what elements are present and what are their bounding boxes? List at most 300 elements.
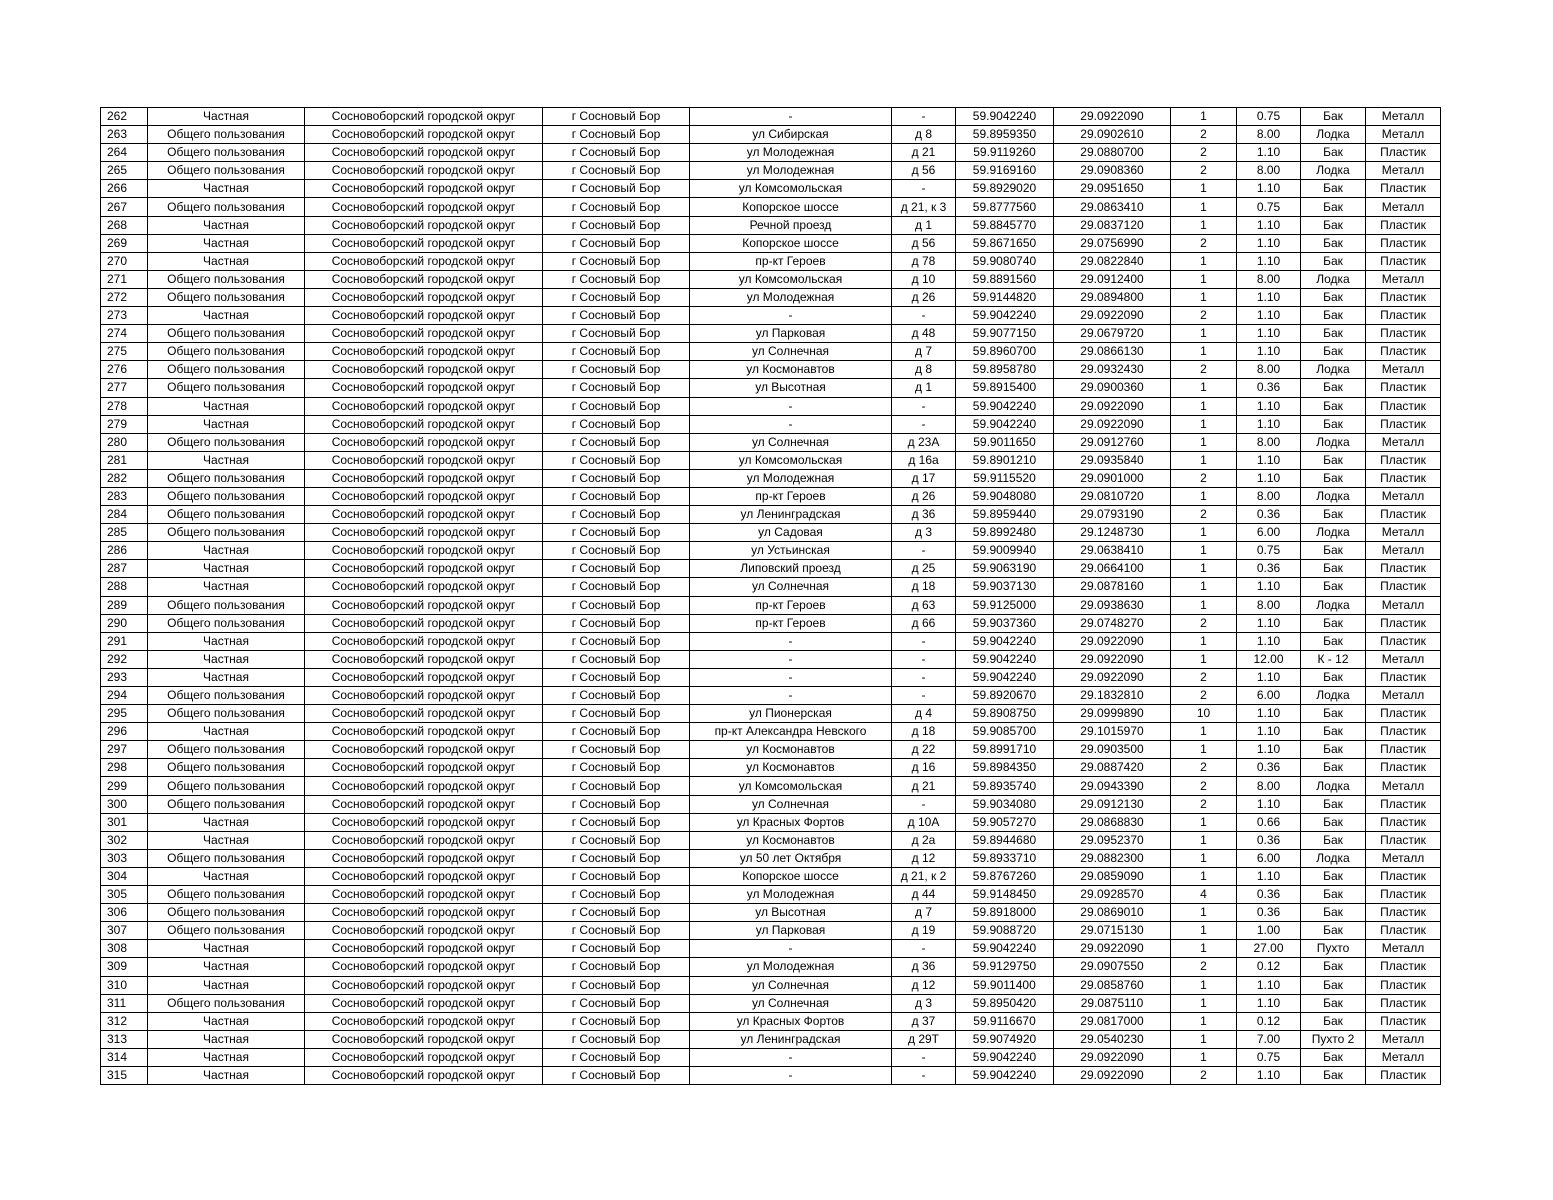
cell-row-number: 304 <box>101 867 148 885</box>
cell-container-count: 1 <box>1171 325 1237 343</box>
cell-street: ул Солнечная <box>690 795 892 813</box>
cell-ownership: Общего пользования <box>148 759 305 777</box>
cell-container-type: Бак <box>1301 922 1366 940</box>
cell-row-number: 311 <box>101 994 148 1012</box>
cell-row-number: 312 <box>101 1012 148 1030</box>
cell-house: д 17 <box>892 469 956 487</box>
cell-latitude: 59.8929020 <box>956 180 1054 198</box>
table-row <box>101 777 1441 795</box>
table-row <box>101 578 1441 596</box>
cell-container-count: 1 <box>1171 542 1237 560</box>
cell-house: д 22 <box>892 741 956 759</box>
cell-house: д 21, к 2 <box>892 867 956 885</box>
cell-container-type: Бак <box>1301 108 1366 126</box>
cell-longitude: 29.0928570 <box>1054 886 1171 904</box>
cell-row-number: 275 <box>101 343 148 361</box>
table-row <box>101 487 1441 505</box>
cell-material: Металл <box>1366 126 1441 144</box>
cell-row-number: 309 <box>101 958 148 976</box>
table-row <box>101 397 1441 415</box>
cell-row-number: 310 <box>101 976 148 994</box>
cell-ownership: Частная <box>148 307 305 325</box>
cell-container-type: Пухто <box>1301 940 1366 958</box>
cell-district: Сосновоборский городской округ <box>305 343 543 361</box>
cell-house: д 29Т <box>892 1030 956 1048</box>
cell-volume: 1.10 <box>1237 795 1301 813</box>
cell-row-number: 302 <box>101 831 148 849</box>
cell-material: Пластик <box>1366 234 1441 252</box>
table-row <box>101 922 1441 940</box>
cell-material: Металл <box>1366 650 1441 668</box>
cell-ownership: Общего пользования <box>148 904 305 922</box>
cell-ownership: Частная <box>148 1066 305 1084</box>
table-row <box>101 687 1441 705</box>
cell-container-count: 1 <box>1171 252 1237 270</box>
cell-material: Пластик <box>1366 614 1441 632</box>
table-row <box>101 886 1441 904</box>
table-row <box>101 307 1441 325</box>
cell-ownership: Частная <box>148 108 305 126</box>
cell-longitude: 29.0912400 <box>1054 270 1171 288</box>
cell-material: Пластик <box>1366 506 1441 524</box>
cell-district: Сосновоборский городской округ <box>305 632 543 650</box>
cell-house: д 16а <box>892 451 956 469</box>
cell-house: - <box>892 307 956 325</box>
cell-house: д 21, к 3 <box>892 198 956 216</box>
cell-container-type: Бак <box>1301 958 1366 976</box>
cell-street: ул Парковая <box>690 325 892 343</box>
cell-district: Сосновоборский городской округ <box>305 506 543 524</box>
cell-material: Пластик <box>1366 1066 1441 1084</box>
cell-volume: 8.00 <box>1237 777 1301 795</box>
cell-ownership: Частная <box>148 813 305 831</box>
cell-longitude: 29.0863410 <box>1054 198 1171 216</box>
cell-row-number: 262 <box>101 108 148 126</box>
cell-latitude: 59.9169160 <box>956 162 1054 180</box>
cell-street: - <box>690 632 892 650</box>
cell-longitude: 29.0859090 <box>1054 867 1171 885</box>
cell-longitude: 29.0875110 <box>1054 994 1171 1012</box>
cell-volume: 1.10 <box>1237 252 1301 270</box>
cell-volume: 1.10 <box>1237 288 1301 306</box>
table-row <box>101 614 1441 632</box>
cell-house: д 3 <box>892 524 956 542</box>
cell-street: ул Ленинградская <box>690 506 892 524</box>
cell-city: г Сосновый Бор <box>543 234 690 252</box>
cell-house: д 26 <box>892 487 956 505</box>
cell-district: Сосновоборский городской округ <box>305 397 543 415</box>
cell-district: Сосновоборский городской округ <box>305 687 543 705</box>
cell-street: - <box>690 397 892 415</box>
cell-material: Металл <box>1366 777 1441 795</box>
cell-city: г Сосновый Бор <box>543 705 690 723</box>
cell-latitude: 59.9011650 <box>956 433 1054 451</box>
cell-city: г Сосновый Бор <box>543 198 690 216</box>
cell-house: - <box>892 542 956 560</box>
cell-longitude: 29.0932430 <box>1054 361 1171 379</box>
cell-material: Пластик <box>1366 976 1441 994</box>
cell-ownership: Общего пользования <box>148 379 305 397</box>
cell-city: г Сосновый Бор <box>543 433 690 451</box>
document-page <box>100 107 1441 1085</box>
cell-house: д 12 <box>892 976 956 994</box>
cell-volume: 1.10 <box>1237 578 1301 596</box>
table-row <box>101 126 1441 144</box>
cell-material: Пластик <box>1366 307 1441 325</box>
cell-volume: 1.10 <box>1237 867 1301 885</box>
table-row <box>101 723 1441 741</box>
cell-row-number: 308 <box>101 940 148 958</box>
table-row <box>101 524 1441 542</box>
cell-container-type: Бак <box>1301 705 1366 723</box>
table-row <box>101 451 1441 469</box>
cell-street: ул Молодежная <box>690 162 892 180</box>
cell-container-type: Бак <box>1301 325 1366 343</box>
cell-city: г Сосновый Бор <box>543 270 690 288</box>
cell-city: г Сосновый Бор <box>543 361 690 379</box>
cell-street: ул Красных Фортов <box>690 813 892 831</box>
cell-house: - <box>892 108 956 126</box>
cell-longitude: 29.0679720 <box>1054 325 1171 343</box>
table-row <box>101 216 1441 234</box>
cell-row-number: 301 <box>101 813 148 831</box>
table-row <box>101 1048 1441 1066</box>
cell-street: ул Устьинская <box>690 542 892 560</box>
cell-volume: 1.10 <box>1237 741 1301 759</box>
cell-longitude: 29.0922090 <box>1054 108 1171 126</box>
cell-city: г Сосновый Бор <box>543 451 690 469</box>
cell-longitude: 29.0922090 <box>1054 307 1171 325</box>
cell-street: Копорское шоссе <box>690 234 892 252</box>
cell-longitude: 29.0922090 <box>1054 1066 1171 1084</box>
cell-container-count: 2 <box>1171 1066 1237 1084</box>
cell-material: Металл <box>1366 1030 1441 1048</box>
cell-container-count: 2 <box>1171 234 1237 252</box>
cell-material: Металл <box>1366 108 1441 126</box>
cell-material: Пластик <box>1366 1012 1441 1030</box>
cell-ownership: Частная <box>148 1048 305 1066</box>
cell-container-type: Бак <box>1301 506 1366 524</box>
cell-longitude: 29.0922090 <box>1054 632 1171 650</box>
cell-city: г Сосновый Бор <box>543 741 690 759</box>
cell-city: г Сосновый Бор <box>543 777 690 795</box>
cell-street: - <box>690 415 892 433</box>
cell-volume: 8.00 <box>1237 270 1301 288</box>
cell-ownership: Частная <box>148 1012 305 1030</box>
cell-longitude: 29.0882300 <box>1054 849 1171 867</box>
cell-row-number: 298 <box>101 759 148 777</box>
cell-latitude: 59.8845770 <box>956 216 1054 234</box>
cell-longitude: 29.0817000 <box>1054 1012 1171 1030</box>
cell-city: г Сосновый Бор <box>543 904 690 922</box>
cell-ownership: Общего пользования <box>148 198 305 216</box>
cell-container-type: Бак <box>1301 1012 1366 1030</box>
cell-row-number: 288 <box>101 578 148 596</box>
cell-container-count: 1 <box>1171 1030 1237 1048</box>
cell-house: - <box>892 940 956 958</box>
cell-house: д 16 <box>892 759 956 777</box>
cell-district: Сосновоборский городской округ <box>305 180 543 198</box>
table-row <box>101 1030 1441 1048</box>
table-row <box>101 831 1441 849</box>
cell-house: д 18 <box>892 723 956 741</box>
cell-ownership: Общего пользования <box>148 524 305 542</box>
cell-container-type: Бак <box>1301 469 1366 487</box>
cell-row-number: 297 <box>101 741 148 759</box>
cell-district: Сосновоборский городской округ <box>305 1030 543 1048</box>
cell-latitude: 59.9085700 <box>956 723 1054 741</box>
cell-latitude: 59.9144820 <box>956 288 1054 306</box>
cell-district: Сосновоборский городской округ <box>305 940 543 958</box>
cell-volume: 1.10 <box>1237 469 1301 487</box>
cell-latitude: 59.9080740 <box>956 252 1054 270</box>
cell-volume: 8.00 <box>1237 126 1301 144</box>
cell-ownership: Частная <box>148 451 305 469</box>
cell-volume: 1.10 <box>1237 343 1301 361</box>
cell-ownership: Общего пользования <box>148 886 305 904</box>
cell-district: Сосновоборский городской округ <box>305 886 543 904</box>
cell-city: г Сосновый Бор <box>543 1066 690 1084</box>
cell-latitude: 59.8767260 <box>956 867 1054 885</box>
cell-house: - <box>892 1048 956 1066</box>
cell-row-number: 287 <box>101 560 148 578</box>
cell-row-number: 292 <box>101 650 148 668</box>
cell-ownership: Частная <box>148 668 305 686</box>
cell-row-number: 286 <box>101 542 148 560</box>
cell-container-type: Бак <box>1301 216 1366 234</box>
cell-house: д 23А <box>892 433 956 451</box>
cell-district: Сосновоборский городской округ <box>305 849 543 867</box>
cell-district: Сосновоборский городской округ <box>305 270 543 288</box>
cell-material: Пластик <box>1366 904 1441 922</box>
cell-row-number: 307 <box>101 922 148 940</box>
cell-ownership: Общего пользования <box>148 433 305 451</box>
cell-city: г Сосновый Бор <box>543 1012 690 1030</box>
cell-row-number: 278 <box>101 397 148 415</box>
cell-city: г Сосновый Бор <box>543 379 690 397</box>
cell-container-count: 2 <box>1171 506 1237 524</box>
cell-street: ул Космонавтов <box>690 759 892 777</box>
cell-container-count: 2 <box>1171 759 1237 777</box>
cell-volume: 1.10 <box>1237 216 1301 234</box>
cell-row-number: 273 <box>101 307 148 325</box>
cell-container-count: 1 <box>1171 216 1237 234</box>
cell-volume: 1.10 <box>1237 994 1301 1012</box>
cell-street: ул Солнечная <box>690 433 892 451</box>
cell-container-count: 1 <box>1171 1012 1237 1030</box>
cell-district: Сосновоборский городской округ <box>305 668 543 686</box>
cell-container-count: 2 <box>1171 144 1237 162</box>
cell-container-count: 1 <box>1171 849 1237 867</box>
cell-district: Сосновоборский городской округ <box>305 325 543 343</box>
table-row <box>101 108 1441 126</box>
cell-row-number: 268 <box>101 216 148 234</box>
cell-material: Металл <box>1366 849 1441 867</box>
cell-ownership: Частная <box>148 632 305 650</box>
table-row <box>101 325 1441 343</box>
cell-container-type: Бак <box>1301 180 1366 198</box>
cell-container-count: 1 <box>1171 270 1237 288</box>
cell-street: ул Солнечная <box>690 343 892 361</box>
cell-street: Копорское шоссе <box>690 198 892 216</box>
cell-street: ул Космонавтов <box>690 741 892 759</box>
cell-longitude: 29.0935840 <box>1054 451 1171 469</box>
cell-district: Сосновоборский городской округ <box>305 307 543 325</box>
cell-latitude: 59.9074920 <box>956 1030 1054 1048</box>
cell-longitude: 29.0900360 <box>1054 379 1171 397</box>
cell-district: Сосновоборский городской округ <box>305 379 543 397</box>
cell-district: Сосновоборский городской округ <box>305 451 543 469</box>
cell-container-type: Бак <box>1301 632 1366 650</box>
cell-row-number: 264 <box>101 144 148 162</box>
cell-container-count: 1 <box>1171 180 1237 198</box>
cell-row-number: 267 <box>101 198 148 216</box>
cell-house: д 56 <box>892 234 956 252</box>
cell-ownership: Частная <box>148 397 305 415</box>
cell-house: - <box>892 180 956 198</box>
cell-container-type: Бак <box>1301 379 1366 397</box>
cell-volume: 27.00 <box>1237 940 1301 958</box>
cell-longitude: 29.0880700 <box>1054 144 1171 162</box>
cell-longitude: 29.0912130 <box>1054 795 1171 813</box>
cell-material: Пластик <box>1366 560 1441 578</box>
cell-row-number: 315 <box>101 1066 148 1084</box>
cell-material: Пластик <box>1366 994 1441 1012</box>
cell-volume: 0.36 <box>1237 831 1301 849</box>
cell-house: д 7 <box>892 904 956 922</box>
cell-container-count: 1 <box>1171 976 1237 994</box>
cell-longitude: 29.0715130 <box>1054 922 1171 940</box>
cell-latitude: 59.8984350 <box>956 759 1054 777</box>
cell-row-number: 303 <box>101 849 148 867</box>
cell-longitude: 29.0938630 <box>1054 596 1171 614</box>
cell-row-number: 276 <box>101 361 148 379</box>
cell-row-number: 313 <box>101 1030 148 1048</box>
cell-district: Сосновоборский городской округ <box>305 813 543 831</box>
cell-container-count: 1 <box>1171 1048 1237 1066</box>
cell-row-number: 270 <box>101 252 148 270</box>
cell-container-count: 1 <box>1171 524 1237 542</box>
cell-container-type: Бак <box>1301 560 1366 578</box>
cell-ownership: Частная <box>148 723 305 741</box>
cell-volume: 8.00 <box>1237 433 1301 451</box>
cell-latitude: 59.9148450 <box>956 886 1054 904</box>
cell-latitude: 59.9048080 <box>956 487 1054 505</box>
cell-district: Сосновоборский городской округ <box>305 795 543 813</box>
cell-volume: 1.10 <box>1237 307 1301 325</box>
cell-container-count: 1 <box>1171 343 1237 361</box>
cell-material: Металл <box>1366 270 1441 288</box>
cell-district: Сосновоборский городской округ <box>305 741 543 759</box>
cell-volume: 1.10 <box>1237 723 1301 741</box>
cell-container-type: Бак <box>1301 198 1366 216</box>
cell-row-number: 280 <box>101 433 148 451</box>
cell-row-number: 296 <box>101 723 148 741</box>
cell-house: д 10А <box>892 813 956 831</box>
cell-container-count: 10 <box>1171 705 1237 723</box>
cell-material: Пластик <box>1366 252 1441 270</box>
table-row <box>101 1012 1441 1030</box>
cell-container-type: К - 12 <box>1301 650 1366 668</box>
table-row <box>101 849 1441 867</box>
cell-row-number: 263 <box>101 126 148 144</box>
cell-ownership: Частная <box>148 234 305 252</box>
cell-container-type: Лодка <box>1301 126 1366 144</box>
cell-material: Пластик <box>1366 632 1441 650</box>
cell-container-type: Бак <box>1301 813 1366 831</box>
cell-container-count: 2 <box>1171 795 1237 813</box>
cell-volume: 0.36 <box>1237 379 1301 397</box>
cell-house: - <box>892 1066 956 1084</box>
cell-latitude: 59.9119260 <box>956 144 1054 162</box>
cell-container-type: Бак <box>1301 614 1366 632</box>
cell-longitude: 29.0922090 <box>1054 940 1171 958</box>
cell-container-type: Бак <box>1301 867 1366 885</box>
cell-material: Пластик <box>1366 216 1441 234</box>
cell-street: ул Высотная <box>690 379 892 397</box>
cell-volume: 1.10 <box>1237 1066 1301 1084</box>
cell-latitude: 59.9042240 <box>956 650 1054 668</box>
cell-district: Сосновоборский городской округ <box>305 723 543 741</box>
cell-container-type: Лодка <box>1301 596 1366 614</box>
cell-material: Пластик <box>1366 451 1441 469</box>
cell-longitude: 29.0869010 <box>1054 904 1171 922</box>
cell-volume: 0.75 <box>1237 108 1301 126</box>
cell-row-number: 279 <box>101 415 148 433</box>
cell-city: г Сосновый Бор <box>543 632 690 650</box>
cell-volume: 1.10 <box>1237 144 1301 162</box>
cell-row-number: 290 <box>101 614 148 632</box>
cell-material: Пластик <box>1366 343 1441 361</box>
cell-house: д 37 <box>892 1012 956 1030</box>
cell-container-type: Лодка <box>1301 270 1366 288</box>
cell-latitude: 59.8918000 <box>956 904 1054 922</box>
table-row <box>101 433 1441 451</box>
cell-container-count: 1 <box>1171 904 1237 922</box>
cell-house: д 7 <box>892 343 956 361</box>
cell-material: Металл <box>1366 687 1441 705</box>
cell-house: д 2а <box>892 831 956 849</box>
cell-longitude: 29.0908360 <box>1054 162 1171 180</box>
cell-row-number: 284 <box>101 506 148 524</box>
cell-material: Пластик <box>1366 469 1441 487</box>
cell-container-type: Лодка <box>1301 361 1366 379</box>
cell-row-number: 285 <box>101 524 148 542</box>
cell-district: Сосновоборский городской округ <box>305 958 543 976</box>
cell-longitude: 29.0756990 <box>1054 234 1171 252</box>
cell-container-type: Бак <box>1301 976 1366 994</box>
cell-house: д 10 <box>892 270 956 288</box>
cell-volume: 8.00 <box>1237 162 1301 180</box>
cell-latitude: 59.9042240 <box>956 632 1054 650</box>
cell-latitude: 59.9037360 <box>956 614 1054 632</box>
cell-ownership: Частная <box>148 560 305 578</box>
cell-row-number: 283 <box>101 487 148 505</box>
cell-latitude: 59.8959440 <box>956 506 1054 524</box>
cell-city: г Сосновый Бор <box>543 795 690 813</box>
cell-city: г Сосновый Бор <box>543 813 690 831</box>
cell-city: г Сосновый Бор <box>543 578 690 596</box>
cell-volume: 6.00 <box>1237 524 1301 542</box>
cell-material: Пластик <box>1366 379 1441 397</box>
cell-longitude: 29.1248730 <box>1054 524 1171 542</box>
cell-street: ул Комсомольская <box>690 451 892 469</box>
cell-material: Металл <box>1366 542 1441 560</box>
cell-street: ул Ленинградская <box>690 1030 892 1048</box>
cell-street: ул 50 лет Октября <box>690 849 892 867</box>
cell-container-count: 2 <box>1171 361 1237 379</box>
cell-ownership: Общего пользования <box>148 777 305 795</box>
